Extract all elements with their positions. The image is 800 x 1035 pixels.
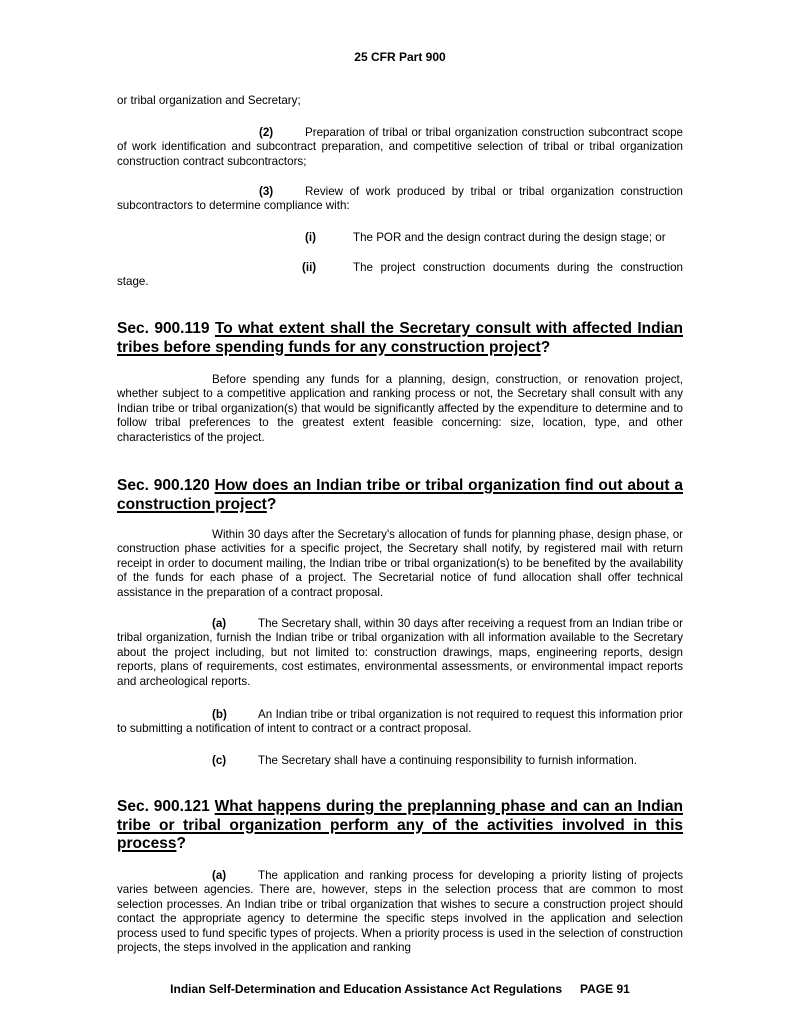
paragraph-number: (b) — [212, 708, 227, 721]
section-number: Sec. 900.121 — [117, 798, 210, 815]
section-title: Sec. 900.120 How does an Indian tribe or tribal organization find out about a construction project? — [117, 477, 683, 513]
section-body-900-119 — [117, 373, 683, 445]
section-number: Sec. 900.120 — [117, 477, 210, 494]
paragraph-number: (a) — [212, 617, 227, 630]
paragraph-i — [117, 231, 683, 245]
paragraph-text: The Secretary shall have a continuing responsibility to furnish information. — [258, 754, 637, 767]
running-header: 25 CFR Part 900 — [354, 50, 446, 64]
paragraph-c — [117, 754, 683, 768]
paragraph-2 — [117, 126, 683, 169]
paragraph-body — [117, 754, 683, 768]
section-body-900-120 — [117, 528, 683, 600]
paragraph-text: or tribal organization and Secretary; — [117, 94, 301, 107]
paragraph-body — [117, 231, 683, 245]
paragraph-number: (ii) — [302, 261, 317, 274]
section-heading-900-121 — [117, 798, 683, 854]
paragraph-text: Preparation of tribal or tribal organization construction subcontract scope of work identification and subcontract preparation, and competitive selection of tribal or tribal organization construction contract subcontractors; — [117, 126, 683, 168]
section-heading-900-119 — [117, 320, 683, 357]
running-footer — [0, 982, 800, 996]
section-question: How does an Indian tribe or tribal organization find out about a construction project — [117, 477, 683, 513]
paragraph-ii — [117, 261, 683, 290]
paragraph-number: (2) — [259, 126, 274, 139]
section-question: To what extent shall the Secretary consult with affected Indian tribes before spending funds for any construction project — [117, 320, 683, 356]
paragraph-text: Before spending any funds for a planning, design, construction, or renovation project, whether subject to a competitive application and ranking process or not, the Secretary shall consult with any Indian tribe or tribal organization(s) that would be significantly affected by the expenditure to determine and to follow tribal preferences to the greatest extent feasible concerning: size, location, type, and other characteristics of the project. — [117, 373, 683, 444]
paragraph-body — [117, 126, 683, 169]
paragraph-number: (a) — [212, 869, 227, 882]
section-number: Sec. 900.119 — [117, 320, 210, 337]
paragraph-number: (i) — [305, 231, 316, 244]
paragraph-body — [117, 185, 683, 214]
paragraph-text: The application and ranking process for developing a priority listing of projects varies between agencies. There are, however, steps in the selection process that are common to most selection processes. An Indian tribe or tribal organization that wishes to secure a construction project should contact the appropriate agency to determine the specific steps involved in the application and selection process used to fund specific types of projects. When a priority process is used in the selection of construction projects, the steps involved in the application and ranking — [117, 869, 683, 955]
paragraph-a — [117, 869, 683, 955]
section-title: Sec. 900.121 What happens during the preplanning phase and can an Indian tribe or tribal organization perform any of the activities involved in this process? — [117, 798, 683, 852]
page-number: PAGE 91 — [580, 982, 630, 996]
paragraph-3 — [117, 185, 683, 214]
paragraph-body — [117, 708, 683, 737]
paragraph-text: Within 30 days after the Secretary's allocation of funds for planning phase, design phase, or construction phase activities for a specific project, the Secretary shall notify, by registered mail with return receipt in order to document mailing, the Indian tribe or tribal organization(s) to be benefited by the availability of the funds for each phase of a project. The Secretarial notice of fund allocation shall offer technical assistance in the preparation of a contract proposal. — [117, 528, 683, 599]
paragraph-body — [117, 261, 683, 290]
section-question: What happens during the preplanning phase and can an Indian tribe or tribal organization perform any of the activities involved in this process — [117, 798, 683, 852]
paragraph-b — [117, 708, 683, 737]
paragraph-body — [117, 869, 683, 955]
paragraph-text: The project construction documents during the construction stage. — [117, 261, 683, 289]
paragraph-a — [117, 617, 683, 689]
paragraph-text: Review of work produced by tribal or tribal organization construction subcontractors to determine compliance with: — [117, 185, 683, 213]
paragraph-text: The POR and the design contract during the design stage; or — [353, 231, 666, 244]
paragraph-continuation — [117, 94, 683, 108]
paragraph-number: (3) — [259, 185, 274, 198]
paragraph-text: The Secretary shall, within 30 days after receiving a request from an Indian tribe or tribal organization, furnish the Indian tribe or tribal organization with all information available to the Secretary about the project including, but not limited to: construction drawings, maps, engineering reports, design reports, plans of requirements, cost estimates, environmental assessments, or environmental impact reports and archeological reports. — [117, 617, 683, 688]
section-title: Sec. 900.119 To what extent shall the Secretary consult with affected Indian tribes before spending funds for any construction project? — [117, 320, 683, 356]
section-heading-900-120 — [117, 477, 683, 514]
footer-title: Indian Self-Determination and Education Assistance Act Regulations — [170, 982, 563, 996]
paragraph-text: An Indian tribe or tribal organization is not required to request this information prior to submitting a notification of intent to contract or a contract proposal. — [117, 708, 683, 736]
paragraph-body — [117, 617, 683, 689]
paragraph-number: (c) — [212, 754, 227, 767]
